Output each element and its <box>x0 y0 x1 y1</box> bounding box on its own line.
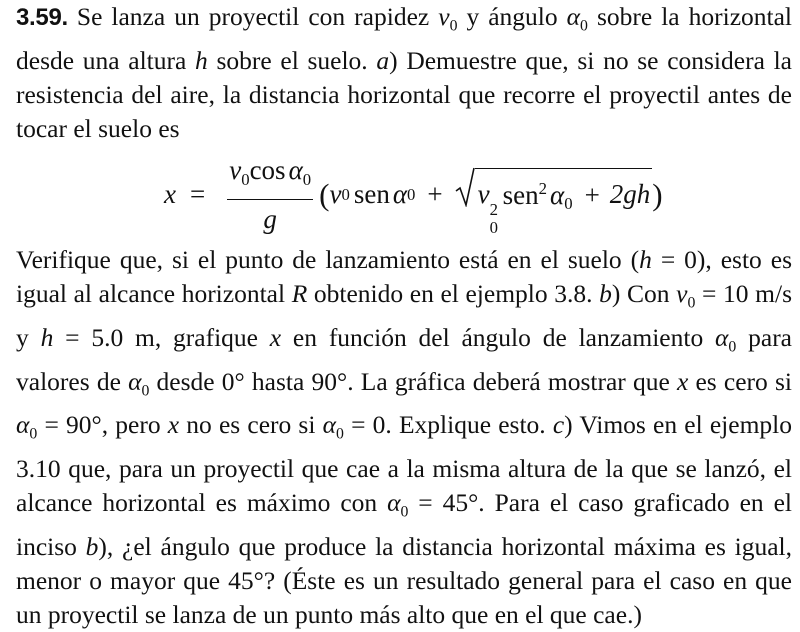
num-v: v <box>229 155 242 186</box>
text-run: ) Vimos en el ejemplo 3.10 que, para un proyectil que cae a la misma altura de la que se lanzó, el alcance horizontal es máximo con <box>16 410 792 518</box>
var-v: v <box>438 2 450 31</box>
num-alpha: α <box>288 155 303 186</box>
var-x: x <box>676 366 689 396</box>
rad-plus: + <box>584 179 600 210</box>
text-run: ) Demuestre que, si no se considera la resistencia del aire, la distancia horizontal que recorre el proyectil antes de tocar el suelo es <box>16 45 792 144</box>
problem-number: 3.59. <box>16 4 68 31</box>
superscript: 2 <box>489 199 498 219</box>
var-alpha: α <box>566 2 581 31</box>
part-label-c: c <box>552 410 565 440</box>
eq-close-paren: ) <box>652 176 663 212</box>
part-label-a: a <box>376 45 390 75</box>
subscript: 0 <box>728 338 737 356</box>
problem-continuation <box>16 243 792 632</box>
equation-row <box>164 146 663 243</box>
text-run: = 0), esto es igual al alcance horizontal <box>16 245 792 309</box>
text-run: para valores de <box>16 323 793 396</box>
text-run: y ángulo <box>457 2 567 31</box>
text-run: Verifique que, si el punto de lanzamiento está en el suelo ( <box>16 245 640 275</box>
var-h: h <box>195 45 208 75</box>
subscript: 0 <box>580 17 588 35</box>
text-run: = 45°. Para el caso graficado en el inciso <box>16 488 792 561</box>
part-label-b: b <box>599 279 612 309</box>
var-alpha: α <box>715 323 729 353</box>
rad-sen: sen <box>502 179 539 210</box>
var-alpha: α <box>128 366 142 396</box>
subscript: 0 <box>241 170 250 190</box>
var-alpha: α <box>387 488 401 518</box>
subscript: 0 <box>564 194 573 214</box>
term1-alpha: α <box>392 179 408 210</box>
text-run: desde 0° hasta 90°. La gráfica deberá mostrar que <box>149 366 677 396</box>
subscript: 0 <box>141 382 150 400</box>
text-run: = 5.0 m, grafique <box>53 323 270 353</box>
eq-lhs: x <box>164 179 176 210</box>
subscript: 0 <box>341 184 350 204</box>
term1-v: v <box>329 179 342 210</box>
sqrt-sign-icon <box>455 167 475 207</box>
rad-alpha: α <box>550 179 565 210</box>
rad-v: v <box>477 179 490 210</box>
subscript: 0 <box>400 503 409 521</box>
subscript: 0 <box>489 217 498 237</box>
eq-open-paren: ( <box>319 176 330 212</box>
eq-denominator: g <box>263 204 277 235</box>
text-run: ), ¿el ángulo que produce la distancia horizontal máxima es igual, menor o mayor que 45°? (Éste es un resultado general para el caso en que un proyectil se lanza de un punto más alto que en el que cae.) <box>16 531 792 629</box>
var-h: h <box>639 245 652 275</box>
num-cos: cos <box>249 155 286 186</box>
var-alpha: α <box>16 410 30 440</box>
text-run: = 90°, pero <box>37 410 168 440</box>
var-v: v <box>676 279 688 309</box>
subscript: 0 <box>407 184 416 204</box>
subscript: 0 <box>687 294 696 312</box>
text-run: Se lanza un proyectil con rapidez <box>67 2 439 31</box>
subscript: 0 <box>29 425 38 443</box>
eq-plus: + <box>427 179 443 210</box>
text-run: no es cero si <box>179 410 323 440</box>
range-equation <box>16 146 792 243</box>
text-run: es cero si <box>688 366 792 396</box>
var-x: x <box>167 410 180 440</box>
text-run: = 10 m/s y <box>16 279 792 353</box>
var-R: R <box>291 279 308 309</box>
subscript: 0 <box>302 170 312 190</box>
eq-sqrt <box>455 167 653 237</box>
text-run: ) Con <box>611 279 677 309</box>
rad-2gh: 2gh <box>609 179 651 210</box>
eq-numerator <box>227 155 313 200</box>
eq-equals: = <box>189 179 206 210</box>
text-run: sobre el suelo. <box>207 45 377 75</box>
subscript: 0 <box>449 17 458 35</box>
superscript: 2 <box>538 179 547 199</box>
subscript: 0 <box>336 425 344 443</box>
text-run: sobre la horizontal desde una altura <box>16 2 792 75</box>
var-alpha: α <box>322 410 337 440</box>
text-run: obtenido en el ejemplo 3.8. <box>307 279 600 309</box>
var-h: h <box>40 323 54 353</box>
problem-statement <box>16 0 792 146</box>
text-run: = 0. Explique esto. <box>343 410 553 440</box>
eq-fraction <box>227 155 313 234</box>
document-page <box>16 0 792 632</box>
var-x: x <box>269 323 282 353</box>
sqrt-radicand <box>475 168 653 237</box>
text-run: en función del ángulo de lanzamiento <box>281 323 716 353</box>
term1-sen: sen <box>353 179 390 210</box>
part-label-b: b <box>85 531 99 561</box>
